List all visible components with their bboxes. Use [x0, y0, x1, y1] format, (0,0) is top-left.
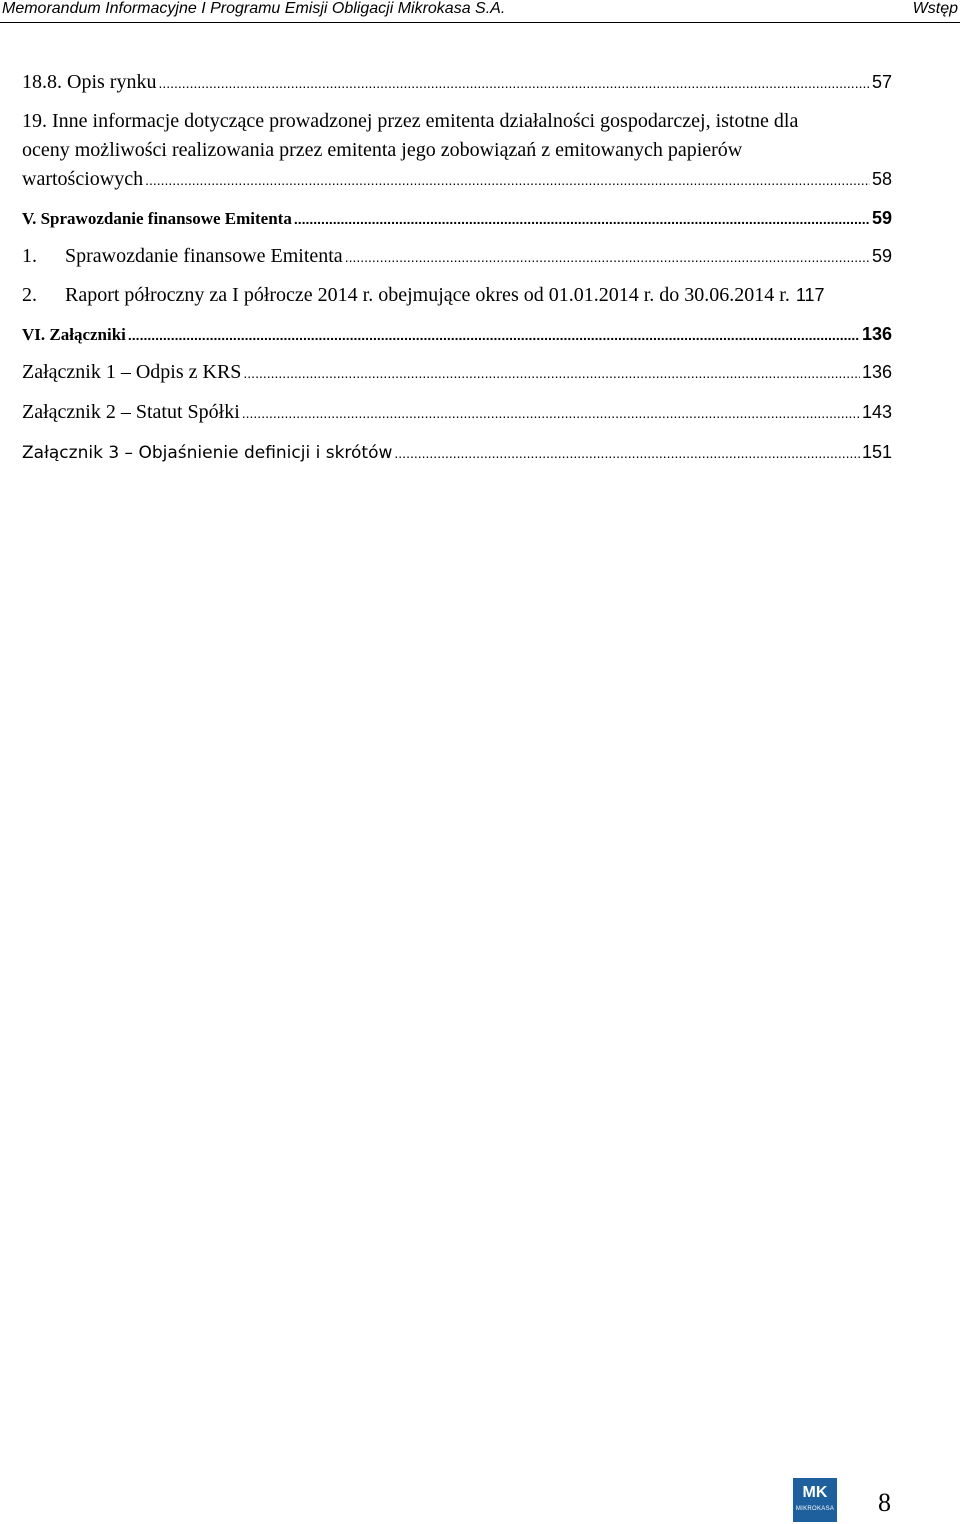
toc-entry-opis-rynku[interactable]: [22, 68, 892, 97]
section-name: Wstęp: [912, 0, 958, 17]
toc-entry-raport[interactable]: [22, 281, 892, 309]
toc-entry-zalacznik-1[interactable]: [22, 358, 892, 387]
toc-label-line: oceny możliwości realizowania przez emitenta jego zobowiązań z emitowanych papierów: [22, 139, 743, 161]
toc-entry-zalacznik-3[interactable]: [22, 438, 892, 467]
toc-page: 143: [861, 402, 892, 422]
toc-label: 18.8. Opis rynku: [22, 71, 157, 93]
toc-label: VI. Załączniki: [22, 325, 126, 344]
toc-entry-sprawozdanie-section[interactable]: [22, 204, 892, 233]
dot-leader: [128, 321, 860, 349]
toc-number: 1.: [22, 245, 37, 267]
toc-page: 136: [861, 324, 892, 344]
dot-leader: [243, 359, 860, 387]
page-header: [0, 0, 960, 23]
dot-leader: [145, 166, 870, 194]
toc-number: 2.: [22, 284, 37, 306]
mikrokasa-logo: [793, 1478, 837, 1522]
toc-entry-inne-informacje[interactable]: [22, 107, 892, 165]
toc-page: 59: [871, 208, 892, 228]
toc-label: Załącznik 3 – Objaśnienie definicji i skrótów: [22, 443, 393, 463]
page-number: 8: [878, 1488, 891, 1517]
toc-entry-zalaczniki[interactable]: [22, 320, 892, 349]
toc-label: V. Sprawozdanie finansowe Emitenta: [22, 209, 292, 228]
toc-page: 57: [871, 72, 892, 92]
dot-leader: [345, 243, 870, 271]
dot-leader: [158, 69, 870, 97]
toc-page: 59: [871, 246, 892, 266]
toc-entry-zalacznik-2[interactable]: [22, 398, 892, 427]
toc-label: Sprawozdanie finansowe Emitenta: [65, 245, 343, 267]
toc-page: 58: [871, 169, 892, 189]
logo-text: MIKROKASA: [795, 1506, 835, 1512]
toc-label: Załącznik 2 – Statut Spółki: [22, 401, 240, 423]
toc-entry-sprawozdanie[interactable]: [22, 242, 892, 271]
toc-label: Raport półroczny za I półrocze 2014 r. obejmujące okres od 01.01.2014 r. do 30.06.2014 r.: [65, 284, 790, 306]
toc-page: 117: [795, 285, 825, 305]
dot-leader: [242, 399, 860, 427]
document-title: Memorandum Informacyjne I Programu Emisji Obligacji Mikrokasa S.A.: [2, 0, 506, 17]
toc-label-line: 19. Inne informacje dotyczące prowadzonej przez emitenta działalności gospodarczej, istotne dla: [22, 110, 799, 132]
toc-page: 151: [861, 442, 892, 462]
dot-leader: [394, 439, 860, 467]
toc-entry-inne-informacje-end[interactable]: [22, 165, 892, 194]
toc-label: Załącznik 1 – Odpis z KRS: [22, 361, 242, 383]
toc-page: 136: [861, 362, 892, 382]
dot-leader: [294, 205, 870, 233]
logo-mark: MK: [802, 1484, 828, 1501]
toc-label-line: wartościowych: [22, 168, 144, 190]
